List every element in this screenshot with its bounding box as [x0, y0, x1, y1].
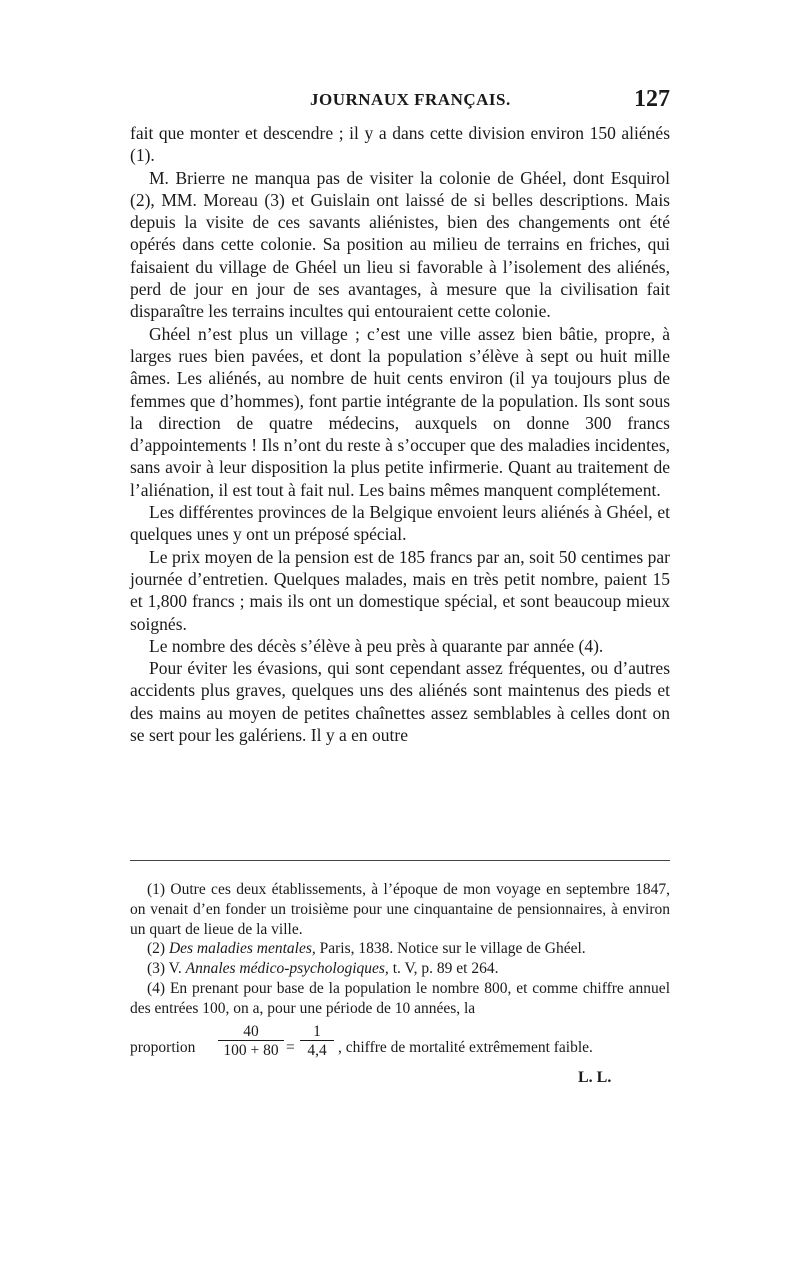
footnote-divider	[130, 860, 670, 861]
fraction-right-denominator: 4,4	[307, 1041, 327, 1059]
footnote-2	[130, 939, 670, 959]
running-title: JOURNAUX FRANÇAIS.	[310, 90, 511, 109]
body-text	[130, 122, 670, 746]
proportion-formula	[130, 1023, 670, 1063]
paragraph-6: Le nombre des décès s’élève à peu près à quarante par année (4).	[149, 635, 604, 656]
paragraph-2: M. Brierre ne manqua pas de visiter la colonie de Ghéel, dont Esquirol (2), MM. Moreau (3) et Guislain ont laissé de si belles descriptions. Mais depuis la visite de ces savants aliénistes, bien des changements ont été opérés dans cette colonie. Sa position au milieu de terrains en friches, qui faisaient du village de Ghéel un lieu si favorable à l’isolement des aliénés, perd de jour en jour de ses avantages, à mesure que la civilisation fait disparaître les terrains incultes qui entouraient cette colonie.	[130, 167, 670, 322]
proportion-label: proportion	[130, 1038, 196, 1056]
paragraph-7: Pour éviter les évasions, qui sont cependant assez fréquentes, ou d’autres accidents plus graves, quelques uns des aliénés sont maintenus des pieds et des mains au moyen de petites chaînettes assez semblables à celles dont on se sert pour les galériens. Il y a en outre	[130, 658, 670, 746]
paragraph-1: fait que monter et descendre ; il y a dans cette division environ 150 aliénés (1).	[130, 123, 670, 166]
running-head	[130, 86, 670, 120]
footnote-3-rest: t. V, p. 89 et 264.	[392, 960, 499, 978]
footnote-3-number: (3) V.	[147, 960, 182, 978]
proportion-conclusion: , chiffre de mortalité extrêmement faible.	[338, 1038, 593, 1056]
footnote-4: (4) En prenant pour base de la population le nombre 800, et comme chiffre annuel des entrées 100, on a, pour une période de 10 années, la	[130, 979, 670, 1017]
fraction-left-numerator: 40	[218, 1023, 284, 1041]
footnote-2-number: (2)	[147, 940, 166, 958]
page-number: 127	[634, 86, 670, 112]
footnote-2-rest: Paris, 1838. Notice sur le village de Ghéel.	[319, 940, 586, 958]
fraction-right-numerator: 1	[300, 1023, 334, 1041]
footnotes	[130, 880, 670, 1063]
equals-sign: =	[286, 1038, 295, 1056]
fraction-left	[218, 1023, 284, 1060]
paragraph-3: Ghéel n’est plus un village ; c’est une ville assez bien bâtie, propre, à larges rues bien pavées, et dont la population s’élève à sept ou huit mille âmes. Les aliénés, au nombre de huit cents environ (il ya toujours plus de femmes que d’hommes), font partie intégrante de la population. Ils sont sous la direction de quatre médecins, auxquels on donne 300 francs d’appointements ! Ils n’ont du reste à s’occuper que des maladies incidentes, sans avoir à leur disposition la plus petite infirmerie. Quant au traitement de l’aliénation, il est tout à fait nul. Les bains mêmes manquent complétement.	[130, 323, 670, 500]
paragraph-5: Le prix moyen de la pension est de 185 francs par an, soit 50 centimes par journée d’entretien. Quelques malades, mais en très petit nombre, paient 15 et 1,800 francs ; mais ils ont un domestique spécial, et sont beaucoup mieux soignés.	[130, 546, 670, 634]
fraction-left-denominator: 100 + 80	[223, 1041, 279, 1059]
footnote-3	[130, 959, 670, 979]
footnote-2-title: Des maladies mentales,	[168, 940, 316, 958]
paragraph-4: Les différentes provinces de la Belgique envoient leurs aliénés à Ghéel, et quelques unes y ont un préposé spécial.	[130, 502, 670, 545]
footnote-3-title: Annales médico-psychologiques,	[185, 960, 389, 978]
footnote-1: (1) Outre ces deux établissements, à l’époque de mon voyage en septembre 1847, on venait d’en fonder un troisième pour une cinquantaine de pensionnaires, à environ un quart de lieue de la ville.	[130, 881, 670, 938]
fraction-right	[300, 1023, 334, 1060]
author-initials: L. L.	[578, 1069, 612, 1086]
